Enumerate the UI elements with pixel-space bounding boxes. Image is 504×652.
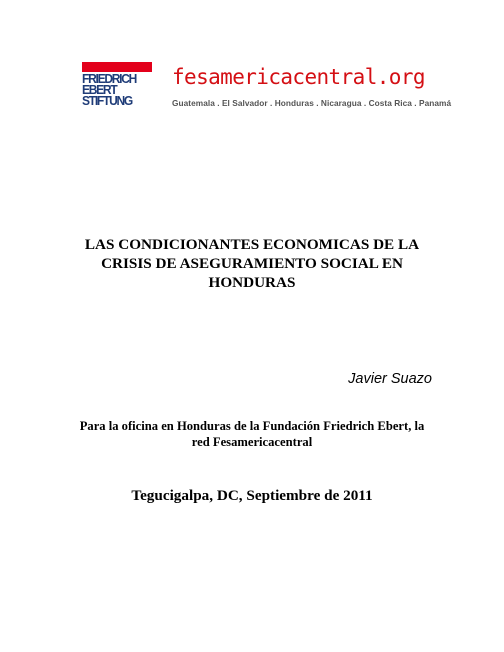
affiliation-line-2: red Fesamericacentral: [191, 435, 313, 449]
fes-logo-word-stiftung: STIFTUNG: [82, 94, 133, 108]
affiliation-line-1: Para la oficina en Honduras de la Fundación Friedrich Ebert, la: [79, 419, 425, 433]
fes-logo-word-ebert: EBERT: [82, 83, 117, 97]
header: [82, 62, 452, 118]
countries-line: Guatemala . El Salvador . Honduras . Nicaragua . Costa Rica . Panamá: [172, 98, 452, 108]
place-date: Tegucigalpa, DC, Septiembre de 2011: [131, 487, 373, 504]
title-line-2: CRISIS DE ASEGURAMIENTO SOCIAL EN: [101, 255, 403, 272]
site-name: fesamericacentral.org: [172, 65, 425, 89]
title-line-3: HONDURAS: [208, 274, 296, 291]
fes-logo: [82, 62, 152, 116]
fes-logo-word-friedrich: FRIEDRICH: [82, 72, 137, 86]
fes-logo-red-bar: [82, 62, 152, 72]
title-line-1: LAS CONDICIONANTES ECONOMICAS DE LA: [84, 236, 420, 253]
affiliation: [30, 418, 474, 450]
author-name: Javier Suazo: [348, 371, 432, 387]
document-title: [40, 235, 464, 292]
